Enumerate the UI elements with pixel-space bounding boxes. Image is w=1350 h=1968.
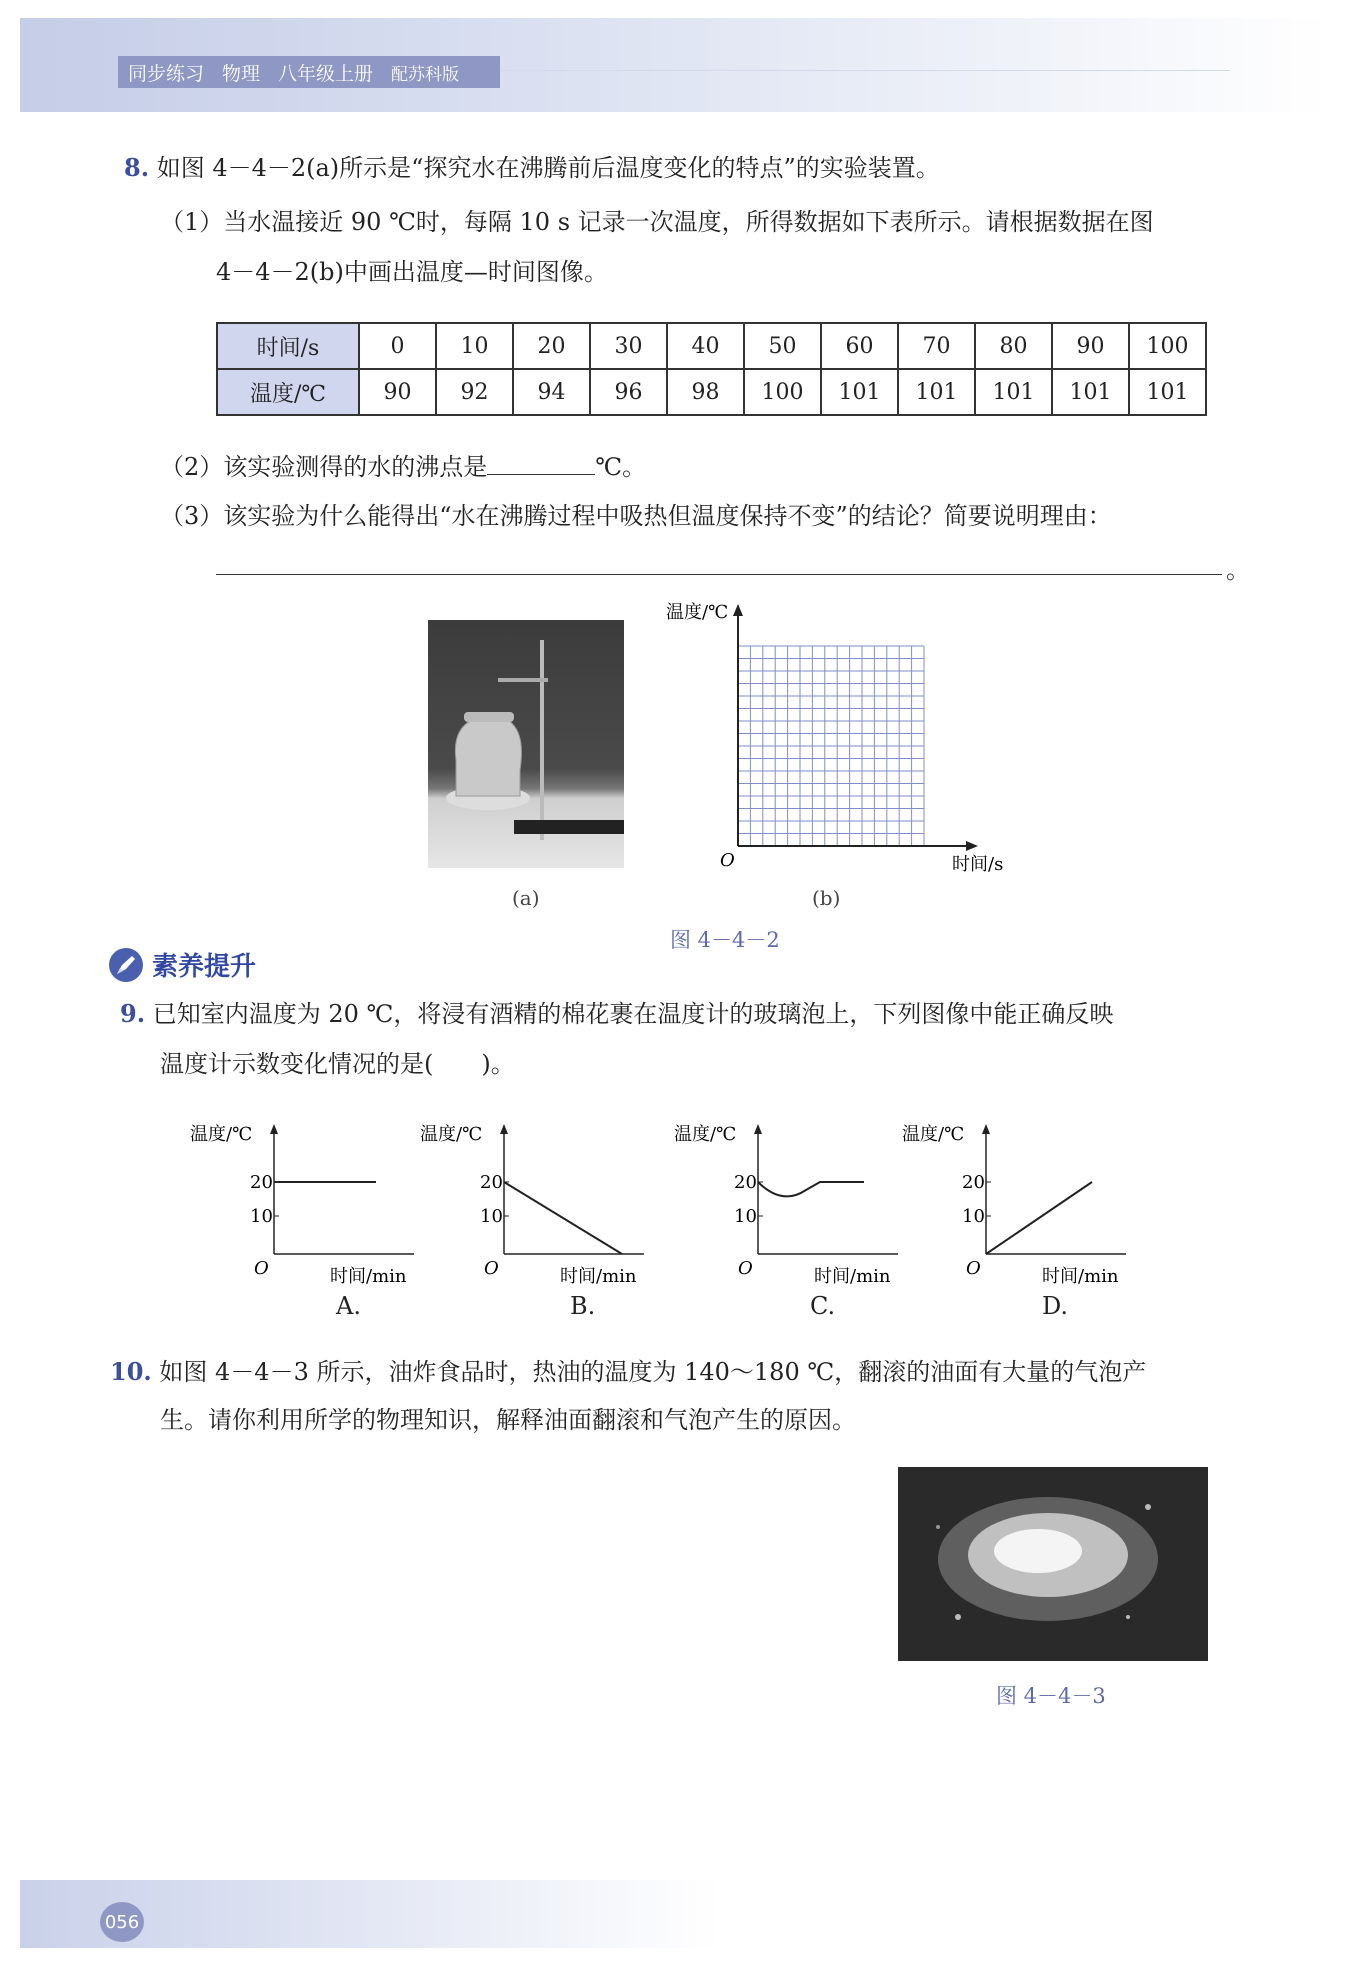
table-cell: 40: [667, 323, 744, 369]
option-curve: [504, 1182, 622, 1254]
page-number: 056: [100, 1902, 144, 1942]
table-cell: 90: [1052, 323, 1129, 369]
table-cell: 101: [898, 369, 975, 415]
table-head-time: 时间/s: [217, 323, 359, 369]
tick-label-20: 20: [480, 1172, 503, 1193]
table-cell: 101: [821, 369, 898, 415]
book-series: 同步练习: [128, 62, 205, 85]
option-curve: [986, 1182, 1092, 1254]
answer-line[interactable]: [216, 574, 1222, 575]
option-x-label: 时间/min: [814, 1266, 891, 1287]
option-d-label[interactable]: D.: [1042, 1292, 1069, 1320]
q8-stem: 如图 4－4－2(a)所示是“探究水在沸腾前后温度变化的特点”的实验装置。: [156, 154, 940, 182]
y-axis-arrow-icon: [270, 1124, 278, 1134]
rocket-icon: [108, 947, 144, 983]
y-axis-arrow-icon: [733, 604, 743, 616]
y-axis-arrow-icon: [982, 1124, 990, 1134]
table-cell: 80: [975, 323, 1052, 369]
tick-label-10: 10: [734, 1206, 757, 1227]
option-a-label[interactable]: A.: [336, 1292, 361, 1320]
section-title: 素养提升: [152, 952, 257, 982]
fig-a-label: (a): [512, 886, 540, 910]
tick-label-20: 20: [734, 1172, 757, 1193]
table-cell: 92: [436, 369, 513, 415]
q10-line2: 生。请你利用所学的物理知识，解释油面翻滚和气泡产生的原因。: [160, 1406, 856, 1434]
x-axis-arrow-icon: [966, 841, 978, 851]
option-y-label: 温度/℃: [190, 1124, 253, 1145]
table-cell: 101: [1129, 369, 1206, 415]
book-edition: 配苏科版: [391, 64, 460, 85]
table-cell: 50: [744, 323, 821, 369]
table-cell: 100: [744, 369, 821, 415]
q8-part2-unit: ℃。: [595, 453, 647, 481]
oil-bubbles-illustration: [898, 1467, 1208, 1661]
section-heading: [108, 946, 256, 983]
table-cell: 96: [590, 369, 667, 415]
table-cell: 94: [513, 369, 590, 415]
table-row-time: [217, 323, 1206, 369]
table-cell: 100: [1129, 323, 1206, 369]
book-subject: 物理: [222, 62, 261, 85]
q8-part3: （3）该实验为什么能得出“水在沸腾过程中吸热但温度保持不变”的结论？简要说明理由：: [160, 502, 1112, 530]
q9-line2: 温度计示数变化情况的是( )。: [160, 1050, 515, 1078]
table-cell: 10: [436, 323, 513, 369]
q9-line1: [120, 998, 1113, 1030]
kettle-apparatus-illustration: [428, 620, 624, 868]
table-cell: 98: [667, 369, 744, 415]
table-cell: 101: [1052, 369, 1129, 415]
option-x-label: 时间/min: [330, 1266, 407, 1287]
q10-text-1: 如图 4－4－3 所示，油炸食品时，热油的温度为 140～180 ℃，翻滚的油面有大量的气泡产: [159, 1358, 1147, 1386]
fig-b-label: (b): [812, 886, 841, 910]
q8-number: 8.: [124, 153, 150, 182]
option-x-label: 时间/min: [560, 1266, 637, 1287]
option-origin: O: [484, 1258, 499, 1279]
y-axis-arrow-icon: [500, 1124, 508, 1134]
q9-text-1: 已知室内温度为 20 ℃，将浸有酒精的棉花裹在温度计的玻璃泡上，下列图像中能正确反映: [152, 1000, 1114, 1028]
table-cell: 90: [359, 369, 436, 415]
table-head-temp: 温度/℃: [217, 369, 359, 415]
q8-part2: [160, 450, 646, 483]
header-rule: [500, 70, 1230, 71]
table-row-temp: [217, 369, 1206, 415]
tick-label-20: 20: [962, 1172, 985, 1193]
book-header: [118, 56, 500, 88]
tick-label-10: 10: [480, 1206, 503, 1227]
frying-oil-photo: [898, 1467, 1208, 1661]
table-cell: 60: [821, 323, 898, 369]
answer-blank[interactable]: [487, 450, 595, 475]
option-c-graph[interactable]: [660, 1118, 930, 1318]
table-cell: 70: [898, 323, 975, 369]
table-cell: 30: [590, 323, 667, 369]
q8-part1-line2: 4－4－2(b)中画出温度—时间图像。: [216, 258, 608, 286]
option-origin: O: [966, 1258, 981, 1279]
graph-y-label: 温度/℃: [666, 602, 729, 623]
table-cell: 101: [975, 369, 1052, 415]
option-curve: [758, 1182, 864, 1196]
option-x-label: 时间/min: [1042, 1266, 1119, 1287]
tick-label-10: 10: [962, 1206, 985, 1227]
q8-stem-line: [124, 152, 940, 184]
figure-caption-4-4-2: 图 4－4－2: [670, 928, 780, 952]
option-y-label: 温度/℃: [674, 1124, 737, 1145]
option-origin: O: [254, 1258, 269, 1279]
y-axis-arrow-icon: [754, 1124, 762, 1134]
q9-number: 9.: [120, 999, 146, 1028]
tick-label-20: 20: [250, 1172, 273, 1193]
experiment-photo: [428, 620, 624, 868]
q10-number: 10.: [110, 1357, 152, 1386]
option-c-label[interactable]: C.: [810, 1292, 836, 1320]
graph-grid: [738, 646, 924, 846]
q8-data-table: [216, 322, 1207, 416]
option-y-label: 温度/℃: [420, 1124, 483, 1145]
option-b-label[interactable]: B.: [570, 1292, 596, 1320]
option-b-graph[interactable]: [412, 1118, 682, 1318]
figure-caption-4-4-3: 图 4－4－3: [996, 1684, 1106, 1708]
option-a-graph[interactable]: [190, 1118, 430, 1318]
table-cell: 0: [359, 323, 436, 369]
graph-x-label: 时间/s: [952, 854, 1004, 875]
table-cell: 20: [513, 323, 590, 369]
q8-part2-text: （2）该实验测得的水的沸点是: [160, 453, 488, 481]
temp-time-grid-graph[interactable]: [660, 598, 1020, 898]
graph-origin: O: [720, 850, 735, 871]
option-origin: O: [738, 1258, 753, 1279]
q8-part1-line1: （1）当水温接近 90 ℃时，每隔 10 s 记录一次温度，所得数据如下表所示。请根据数据在图: [160, 208, 1154, 236]
tick-label-10: 10: [250, 1206, 273, 1227]
option-d-graph[interactable]: [894, 1118, 1164, 1318]
q8-part3-end: 。: [1226, 556, 1250, 584]
option-y-label: 温度/℃: [902, 1124, 965, 1145]
book-grade: 八年级上册: [278, 62, 374, 85]
q10-line1: [110, 1356, 1146, 1388]
